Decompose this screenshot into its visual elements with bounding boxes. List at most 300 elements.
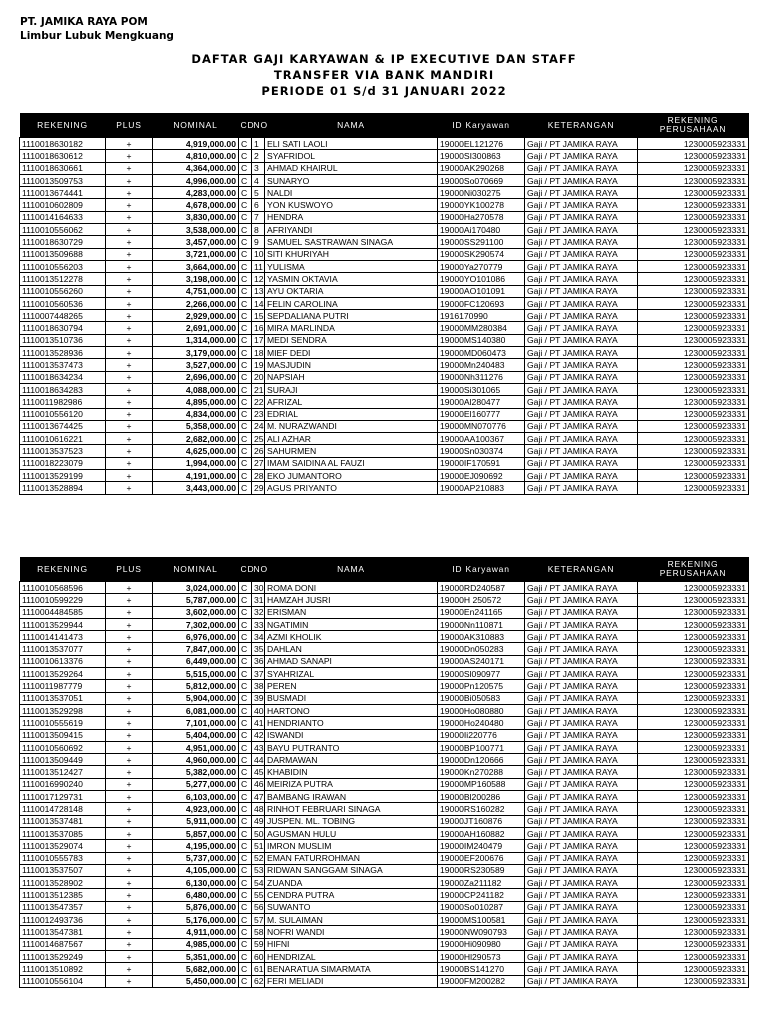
- cell-nominal: 4,191,000.00: [153, 470, 239, 482]
- cell-rekening-perusahaan: 1230005923331: [638, 445, 749, 457]
- cell-keterangan: Gaji / PT JAMIKA RAYA: [525, 717, 638, 729]
- table-row: [20, 877, 749, 889]
- cell-keterangan: Gaji / PT JAMIKA RAYA: [525, 815, 638, 827]
- cell-nama: HENDRA: [265, 211, 438, 223]
- cell-nama: HAMZAH JUSRI: [265, 594, 438, 606]
- cell-keterangan: Gaji / PT JAMIKA RAYA: [525, 457, 638, 469]
- cell-keterangan: Gaji / PT JAMIKA RAYA: [525, 791, 638, 803]
- table-row: [20, 791, 749, 803]
- cell-rekening: 1110013528936: [20, 347, 106, 359]
- cell-keterangan: Gaji / PT JAMIKA RAYA: [525, 408, 638, 420]
- cell-rekening-perusahaan: 1230005923331: [638, 408, 749, 420]
- table-row: [20, 901, 749, 913]
- table-row: [20, 754, 749, 766]
- table-row: [20, 211, 749, 223]
- cell-plus: +: [106, 150, 153, 162]
- cell-keterangan: Gaji / PT JAMIKA RAYA: [525, 420, 638, 432]
- column-header-nominal: NOMINAL: [153, 557, 239, 582]
- cell-plus: +: [106, 754, 153, 766]
- cell-rekening-perusahaan: 1230005923331: [638, 211, 749, 223]
- table-row: [20, 445, 749, 457]
- cell-no: 40: [252, 704, 265, 716]
- column-header-id-karyawan: ID Karyawan: [438, 557, 525, 582]
- cell-rekening-perusahaan: 1230005923331: [638, 334, 749, 346]
- cell-rekening-perusahaan: 1230005923331: [638, 433, 749, 445]
- cell-plus: +: [106, 975, 153, 987]
- cell-rekening-perusahaan: 1230005923331: [638, 273, 749, 285]
- cell-rekening: 1110013529199: [20, 470, 106, 482]
- cell-nama: ALI AZHAR: [265, 433, 438, 445]
- cell-cd: C: [239, 162, 252, 174]
- cell-cd: C: [239, 470, 252, 482]
- table-row: [20, 594, 749, 606]
- cell-no: 2: [252, 150, 265, 162]
- cell-id-karyawan: 19000AA100367: [438, 433, 525, 445]
- cell-plus: +: [106, 138, 153, 150]
- cell-id-karyawan: 19000Nh311276: [438, 371, 525, 383]
- cell-id-karyawan: 19000Ho240480: [438, 717, 525, 729]
- cell-nama: NOFRI WANDI: [265, 926, 438, 938]
- cell-no: 58: [252, 926, 265, 938]
- cell-cd: C: [239, 840, 252, 852]
- cell-nama: HENDRIANTO: [265, 717, 438, 729]
- cell-id-karyawan: 19000Ho080880: [438, 704, 525, 716]
- cell-rekening: 1110010560692: [20, 741, 106, 753]
- cell-nominal: 4,985,000.00: [153, 938, 239, 950]
- cell-plus: +: [106, 778, 153, 790]
- cell-cd: C: [239, 717, 252, 729]
- cell-no: 44: [252, 754, 265, 766]
- cell-cd: C: [239, 138, 252, 150]
- column-header-no: NO: [252, 557, 265, 582]
- cell-rekening: 1110013529264: [20, 668, 106, 680]
- cell-nama: SAHURMEN: [265, 445, 438, 457]
- cell-rekening-perusahaan: 1230005923331: [638, 199, 749, 211]
- cell-cd: C: [239, 950, 252, 962]
- cell-id-karyawan: 19000Ha270578: [438, 211, 525, 223]
- cell-nama: BUSMADI: [265, 692, 438, 704]
- cell-keterangan: Gaji / PT JAMIKA RAYA: [525, 975, 638, 987]
- cell-plus: +: [106, 420, 153, 432]
- cell-nominal: 5,904,000.00: [153, 692, 239, 704]
- cell-keterangan: Gaji / PT JAMIKA RAYA: [525, 138, 638, 150]
- cell-rekening-perusahaan: 1230005923331: [638, 877, 749, 889]
- cell-rekening-perusahaan: 1230005923331: [638, 864, 749, 876]
- cell-rekening: 1110013537481: [20, 815, 106, 827]
- cell-rekening-perusahaan: 1230005923331: [638, 741, 749, 753]
- cell-nama: M. NURAZWANDI: [265, 420, 438, 432]
- cell-rekening: 1110017129731: [20, 791, 106, 803]
- cell-no: 39: [252, 692, 265, 704]
- table-row: [20, 408, 749, 420]
- cell-rekening-perusahaan: 1230005923331: [638, 347, 749, 359]
- cell-rekening-perusahaan: 1230005923331: [638, 482, 749, 494]
- cell-cd: C: [239, 680, 252, 692]
- cell-rekening: 1110013547381: [20, 926, 106, 938]
- cell-no: 24: [252, 420, 265, 432]
- cell-id-karyawan: 19000SS291100: [438, 236, 525, 248]
- cell-no: 10: [252, 248, 265, 260]
- cell-keterangan: Gaji / PT JAMIKA RAYA: [525, 803, 638, 815]
- cell-nominal: 6,449,000.00: [153, 655, 239, 667]
- cell-rekening: 1110013529074: [20, 840, 106, 852]
- cell-rekening-perusahaan: 1230005923331: [638, 717, 749, 729]
- table-row: [20, 827, 749, 839]
- cell-rekening: 1110018630729: [20, 236, 106, 248]
- cell-plus: +: [106, 729, 153, 741]
- cell-id-karyawan: 19000Kn270288: [438, 766, 525, 778]
- cell-nama: RIDWAN SANGGAM SINAGA: [265, 864, 438, 876]
- cell-no: 9: [252, 236, 265, 248]
- cell-rekening-perusahaan: 1230005923331: [638, 174, 749, 186]
- cell-cd: C: [239, 445, 252, 457]
- cell-rekening: 1110013537077: [20, 643, 106, 655]
- cell-plus: +: [106, 889, 153, 901]
- cell-plus: +: [106, 582, 153, 594]
- cell-nominal: 4,678,000.00: [153, 199, 239, 211]
- cell-rekening-perusahaan: 1230005923331: [638, 643, 749, 655]
- cell-cd: C: [239, 396, 252, 408]
- cell-nominal: 1,314,000.00: [153, 334, 239, 346]
- column-header-rekening: REKENING: [20, 557, 106, 582]
- cell-id-karyawan: 19000RS230589: [438, 864, 525, 876]
- cell-plus: +: [106, 926, 153, 938]
- cell-rekening: 1110013510892: [20, 963, 106, 975]
- cell-nama: HIFNI: [265, 938, 438, 950]
- cell-rekening-perusahaan: 1230005923331: [638, 582, 749, 594]
- cell-plus: +: [106, 668, 153, 680]
- cell-nama: EDRIAL: [265, 408, 438, 420]
- table-row: [20, 864, 749, 876]
- cell-keterangan: Gaji / PT JAMIKA RAYA: [525, 766, 638, 778]
- cell-cd: C: [239, 236, 252, 248]
- cell-id-karyawan: 19000AK310883: [438, 631, 525, 643]
- cell-keterangan: Gaji / PT JAMIKA RAYA: [525, 852, 638, 864]
- cell-keterangan: Gaji / PT JAMIKA RAYA: [525, 470, 638, 482]
- cell-keterangan: Gaji / PT JAMIKA RAYA: [525, 618, 638, 630]
- cell-id-karyawan: 19000SI300863: [438, 150, 525, 162]
- cell-cd: C: [239, 187, 252, 199]
- cell-nama: EKO JUMANTORO: [265, 470, 438, 482]
- cell-keterangan: Gaji / PT JAMIKA RAYA: [525, 827, 638, 839]
- cell-no: 23: [252, 408, 265, 420]
- cell-nama: BAMBANG IRAWAN: [265, 791, 438, 803]
- cell-nominal: 5,176,000.00: [153, 914, 239, 926]
- cell-rekening: 1110013529944: [20, 618, 106, 630]
- cell-cd: C: [239, 408, 252, 420]
- cell-rekening: 1110018630794: [20, 322, 106, 334]
- cell-cd: C: [239, 322, 252, 334]
- cell-rekening-perusahaan: 1230005923331: [638, 187, 749, 199]
- cell-plus: +: [106, 347, 153, 359]
- cell-nama: FERI MELIADI: [265, 975, 438, 987]
- cell-nama: BAYU PUTRANTO: [265, 741, 438, 753]
- cell-rekening-perusahaan: 1230005923331: [638, 914, 749, 926]
- cell-cd: C: [239, 224, 252, 236]
- cell-rekening: 1110004484585: [20, 606, 106, 618]
- cell-plus: +: [106, 791, 153, 803]
- cell-rekening: 1110010613376: [20, 655, 106, 667]
- column-header-rekening-perusahaan: REKENING PERUSAHAAN: [638, 557, 749, 582]
- cell-plus: +: [106, 224, 153, 236]
- cell-rekening-perusahaan: 1230005923331: [638, 963, 749, 975]
- cell-plus: +: [106, 606, 153, 618]
- cell-rekening-perusahaan: 1230005923331: [638, 950, 749, 962]
- cell-rekening: 1110010602809: [20, 199, 106, 211]
- cell-cd: C: [239, 926, 252, 938]
- cell-nama: HARTONO: [265, 704, 438, 716]
- cell-rekening: 1110013537473: [20, 359, 106, 371]
- cell-cd: C: [239, 754, 252, 766]
- table-row: [20, 383, 749, 395]
- cell-nominal: 4,919,000.00: [153, 138, 239, 150]
- cell-no: 54: [252, 877, 265, 889]
- cell-no: 48: [252, 803, 265, 815]
- cell-plus: +: [106, 248, 153, 260]
- cell-no: 14: [252, 297, 265, 309]
- table-row: [20, 815, 749, 827]
- table-row: [20, 840, 749, 852]
- cell-rekening: 1110013528894: [20, 482, 106, 494]
- cell-rekening: 1110018223079: [20, 457, 106, 469]
- cell-id-karyawan: 19000Sn030374: [438, 445, 525, 457]
- cell-cd: C: [239, 285, 252, 297]
- table-row: [20, 631, 749, 643]
- cell-rekening: 1110011987779: [20, 680, 106, 692]
- cell-rekening: 1110010556120: [20, 408, 106, 420]
- cell-id-karyawan: 19000Hl290573: [438, 950, 525, 962]
- cell-rekening-perusahaan: 1230005923331: [638, 729, 749, 741]
- cell-nominal: 5,682,000.00: [153, 963, 239, 975]
- cell-nominal: 3,602,000.00: [153, 606, 239, 618]
- cell-rekening: 1110014687567: [20, 938, 106, 950]
- cell-nominal: 7,847,000.00: [153, 643, 239, 655]
- cell-cd: C: [239, 297, 252, 309]
- cell-id-karyawan: 19000AO101091: [438, 285, 525, 297]
- cell-nominal: 2,929,000.00: [153, 310, 239, 322]
- cell-no: 59: [252, 938, 265, 950]
- cell-no: 18: [252, 347, 265, 359]
- cell-rekening-perusahaan: 1230005923331: [638, 236, 749, 248]
- cell-plus: +: [106, 457, 153, 469]
- table-row: [20, 778, 749, 790]
- cell-nama: MEIRIZA PUTRA: [265, 778, 438, 790]
- cell-nama: ISWANDI: [265, 729, 438, 741]
- cell-nama: AZMI KHOLIK: [265, 631, 438, 643]
- cell-plus: +: [106, 864, 153, 876]
- table-row: [20, 150, 749, 162]
- cell-nama: EMAN FATURROHMAN: [265, 852, 438, 864]
- cell-nominal: 4,195,000.00: [153, 840, 239, 852]
- cell-rekening-perusahaan: 1230005923331: [638, 224, 749, 236]
- cell-no: 37: [252, 668, 265, 680]
- cell-rekening-perusahaan: 1230005923331: [638, 618, 749, 630]
- cell-no: 4: [252, 174, 265, 186]
- cell-id-karyawan: 19000So010287: [438, 901, 525, 913]
- cell-keterangan: Gaji / PT JAMIKA RAYA: [525, 482, 638, 494]
- cell-nominal: 5,812,000.00: [153, 680, 239, 692]
- cell-plus: +: [106, 285, 153, 297]
- cell-keterangan: Gaji / PT JAMIKA RAYA: [525, 778, 638, 790]
- cell-nama: YASMIN OKTAVIA: [265, 273, 438, 285]
- cell-nominal: 4,810,000.00: [153, 150, 239, 162]
- cell-plus: +: [106, 766, 153, 778]
- cell-nominal: 6,976,000.00: [153, 631, 239, 643]
- cell-rekening-perusahaan: 1230005923331: [638, 248, 749, 260]
- table-row: [20, 606, 749, 618]
- cell-plus: +: [106, 371, 153, 383]
- table-row: [20, 359, 749, 371]
- cell-id-karyawan: 19000YK100278: [438, 199, 525, 211]
- cell-nominal: 5,857,000.00: [153, 827, 239, 839]
- cell-nominal: 3,538,000.00: [153, 224, 239, 236]
- cell-cd: C: [239, 643, 252, 655]
- table-row: [20, 655, 749, 667]
- cell-keterangan: Gaji / PT JAMIKA RAYA: [525, 889, 638, 901]
- cell-keterangan: Gaji / PT JAMIKA RAYA: [525, 926, 638, 938]
- cell-no: 13: [252, 285, 265, 297]
- table-row: [20, 174, 749, 186]
- cell-nominal: 3,721,000.00: [153, 248, 239, 260]
- cell-plus: +: [106, 470, 153, 482]
- cell-id-karyawan: 19000Ya270779: [438, 260, 525, 272]
- cell-no: 53: [252, 864, 265, 876]
- cell-rekening-perusahaan: 1230005923331: [638, 692, 749, 704]
- cell-rekening-perusahaan: 1230005923331: [638, 840, 749, 852]
- cell-cd: C: [239, 433, 252, 445]
- cell-rekening-perusahaan: 1230005923331: [638, 470, 749, 482]
- cell-keterangan: Gaji / PT JAMIKA RAYA: [525, 668, 638, 680]
- cell-keterangan: Gaji / PT JAMIKA RAYA: [525, 310, 638, 322]
- cell-no: 38: [252, 680, 265, 692]
- cell-nama: JUSPEN. ML. TOBING: [265, 815, 438, 827]
- cell-rekening: 1110014141473: [20, 631, 106, 643]
- cell-id-karyawan: 19000So070669: [438, 174, 525, 186]
- cell-rekening: 1110013529249: [20, 950, 106, 962]
- cell-keterangan: Gaji / PT JAMIKA RAYA: [525, 963, 638, 975]
- cell-plus: +: [106, 383, 153, 395]
- cell-no: 32: [252, 606, 265, 618]
- cell-no: 62: [252, 975, 265, 987]
- cell-nominal: 4,960,000.00: [153, 754, 239, 766]
- cell-id-karyawan: 19000SK290574: [438, 248, 525, 260]
- cell-id-karyawan: 19000Nn110871: [438, 618, 525, 630]
- cell-id-karyawan: 19000El160777: [438, 408, 525, 420]
- cell-cd: C: [239, 260, 252, 272]
- cell-no: 45: [252, 766, 265, 778]
- cell-no: 52: [252, 852, 265, 864]
- column-header-nama: NAMA: [265, 557, 438, 582]
- cell-nominal: 3,527,000.00: [153, 359, 239, 371]
- cell-nominal: 6,081,000.00: [153, 704, 239, 716]
- table-row: [20, 470, 749, 482]
- table-row: [20, 717, 749, 729]
- cell-id-karyawan: 19000Ii220776: [438, 729, 525, 741]
- table-header-row: [20, 557, 749, 582]
- cell-id-karyawan: 19000MD060473: [438, 347, 525, 359]
- cell-keterangan: Gaji / PT JAMIKA RAYA: [525, 224, 638, 236]
- cell-nominal: 3,198,000.00: [153, 273, 239, 285]
- table-row: [20, 643, 749, 655]
- cell-rekening-perusahaan: 1230005923331: [638, 889, 749, 901]
- cell-rekening: 1110010556104: [20, 975, 106, 987]
- table-row: [20, 889, 749, 901]
- cell-cd: C: [239, 938, 252, 950]
- cell-rekening: 1110010555619: [20, 717, 106, 729]
- cell-no: 25: [252, 433, 265, 445]
- table-row: [20, 729, 749, 741]
- cell-no: 12: [252, 273, 265, 285]
- cell-id-karyawan: 19000CP241182: [438, 889, 525, 901]
- cell-no: 21: [252, 383, 265, 395]
- table-row: [20, 582, 749, 594]
- cell-id-karyawan: 19000Ai170480: [438, 224, 525, 236]
- cell-cd: C: [239, 482, 252, 494]
- cell-plus: +: [106, 877, 153, 889]
- cell-rekening: 1110013674441: [20, 187, 106, 199]
- cell-no: 50: [252, 827, 265, 839]
- cell-plus: +: [106, 655, 153, 667]
- cell-plus: +: [106, 704, 153, 716]
- cell-keterangan: Gaji / PT JAMIKA RAYA: [525, 236, 638, 248]
- cell-nominal: 6,480,000.00: [153, 889, 239, 901]
- cell-rekening: 1110013537051: [20, 692, 106, 704]
- cell-no: 55: [252, 889, 265, 901]
- cell-cd: C: [239, 778, 252, 790]
- cell-id-karyawan: 19000BS141270: [438, 963, 525, 975]
- table-row: [20, 766, 749, 778]
- cell-keterangan: Gaji / PT JAMIKA RAYA: [525, 359, 638, 371]
- cell-keterangan: Gaji / PT JAMIKA RAYA: [525, 680, 638, 692]
- table-row: [20, 692, 749, 704]
- cell-cd: C: [239, 273, 252, 285]
- table-row: [20, 938, 749, 950]
- cell-nama: AGUSMAN HULU: [265, 827, 438, 839]
- cell-nama: MASJUDIN: [265, 359, 438, 371]
- cell-rekening-perusahaan: 1230005923331: [638, 420, 749, 432]
- cell-rekening-perusahaan: 1230005923331: [638, 680, 749, 692]
- cell-id-karyawan: 19000EF200676: [438, 852, 525, 864]
- cell-cd: C: [239, 655, 252, 667]
- cell-cd: C: [239, 310, 252, 322]
- cell-nama: YULISMA: [265, 260, 438, 272]
- cell-plus: +: [106, 260, 153, 272]
- cell-id-karyawan: 19000EL121276: [438, 138, 525, 150]
- cell-keterangan: Gaji / PT JAMIKA RAYA: [525, 741, 638, 753]
- table-row: [20, 741, 749, 753]
- cell-rekening: 1110013529298: [20, 704, 106, 716]
- company-header: [20, 15, 174, 43]
- cell-keterangan: Gaji / PT JAMIKA RAYA: [525, 914, 638, 926]
- cell-rekening: 1110013509753: [20, 174, 106, 186]
- cell-rekening: 1110013509449: [20, 754, 106, 766]
- cell-rekening: 1110013510736: [20, 334, 106, 346]
- cell-nama: IMAM SAIDINA AL FAUZI: [265, 457, 438, 469]
- cell-keterangan: Gaji / PT JAMIKA RAYA: [525, 704, 638, 716]
- cell-no: 43: [252, 741, 265, 753]
- table-row: [20, 975, 749, 987]
- cell-rekening-perusahaan: 1230005923331: [638, 852, 749, 864]
- cell-rekening: 1110010599229: [20, 594, 106, 606]
- table-row: [20, 162, 749, 174]
- cell-nama: BENARATUA SIMARMATA: [265, 963, 438, 975]
- cell-no: 61: [252, 963, 265, 975]
- cell-no: 26: [252, 445, 265, 457]
- table-row: [20, 482, 749, 494]
- cell-keterangan: Gaji / PT JAMIKA RAYA: [525, 187, 638, 199]
- cell-nominal: 5,351,000.00: [153, 950, 239, 962]
- table-row: [20, 396, 749, 408]
